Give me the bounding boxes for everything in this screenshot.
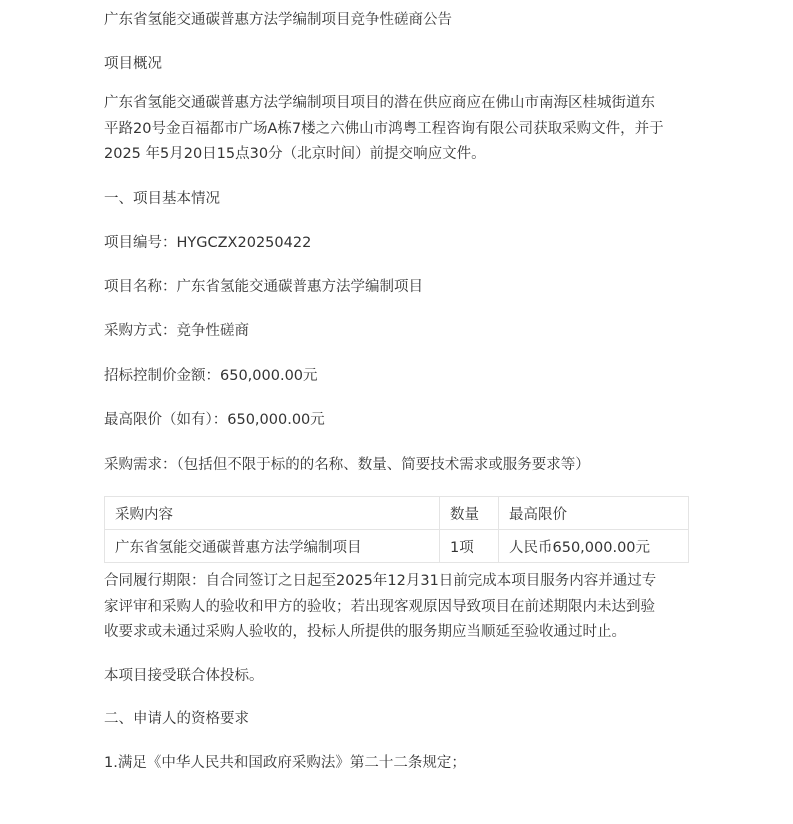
qualification-item-1: 1.满足《中华人民共和国政府采购法》第二十二条规定； [104, 755, 466, 771]
project-name-row [104, 277, 423, 297]
procurement-method-label: 采购方式： [104, 323, 177, 339]
overview-heading: 项目概况 [104, 56, 162, 72]
requirements-row [104, 455, 590, 475]
project-number-value: HYGCZX20250422 [176, 235, 312, 251]
requirements-note: （包括但不限于标的的名称、数量、简要技术需求或服务要求等） [176, 457, 590, 473]
control-price-value: 650,000.00元 [220, 368, 318, 384]
table-row [105, 530, 689, 563]
table-header-content: 采购内容 [105, 497, 440, 530]
project-name-label: 项目名称： [104, 279, 177, 295]
control-price-label: 招标控制价金额： [104, 368, 220, 384]
project-name-value: 广东省氢能交通碳普惠方法学编制项目 [176, 279, 423, 295]
table-header-row [105, 497, 689, 530]
control-price-row [104, 366, 318, 386]
overview-line-2: 平路20号金百福都市广场A栋7楼之六佛山市鸿粤工程咨询有限公司获取采购文件，并于 [104, 120, 664, 137]
overview-line-3: 2025 年5月20日15点30分（北京时间）前提交响应文件。 [104, 146, 486, 162]
requirements-label: 采购需求： [104, 457, 177, 473]
table-header-quantity: 数量 [440, 497, 499, 530]
contract-period-line-1: 合同履行期限：自合同签订之日起至2025年12月31日前完成本项目服务内容并通过专 [104, 573, 657, 589]
table-cell-quantity: 1项 [440, 530, 499, 563]
project-number-label: 项目编号： [104, 235, 177, 251]
contract-period-paragraph [104, 569, 692, 646]
contract-period-line-2: 家评审和采购人的验收和甲方的验收；若出现客观原因导致项目在前述期限内未达到验 [104, 598, 655, 615]
table-cell-max-price: 人民币650,000.00元 [499, 530, 689, 563]
contract-period-line-3: 收要求或未通过采购人验收的，投标人所提供的服务期应当顺延至验收通过时止。 [104, 624, 626, 640]
section-2-heading: 二、申请人的资格要求 [104, 711, 249, 727]
procurement-method-value: 竞争性磋商 [176, 323, 249, 339]
project-number-row [104, 233, 311, 253]
max-price-value: 650,000.00元 [227, 412, 325, 428]
section-1-heading: 一、项目基本情况 [104, 191, 220, 207]
table-cell-content: 广东省氢能交通碳普惠方法学编制项目 [105, 530, 440, 563]
table-header-max-price: 最高限价 [499, 497, 689, 530]
overview-line-1: 广东省氢能交通碳普惠方法学编制项目项目的潜在供应商应在佛山市南海区桂城街道东 [104, 95, 655, 111]
overview-paragraph [104, 91, 692, 168]
consortium-note: 本项目接受联合体投标。 [104, 668, 264, 684]
procurement-method-row [104, 321, 249, 341]
page-title: 广东省氢能交通碳普惠方法学编制项目竞争性磋商公告 [104, 12, 452, 28]
max-price-label: 最高限价（如有）： [104, 412, 228, 428]
max-price-row [104, 410, 325, 430]
procurement-requirements-table [104, 496, 689, 563]
